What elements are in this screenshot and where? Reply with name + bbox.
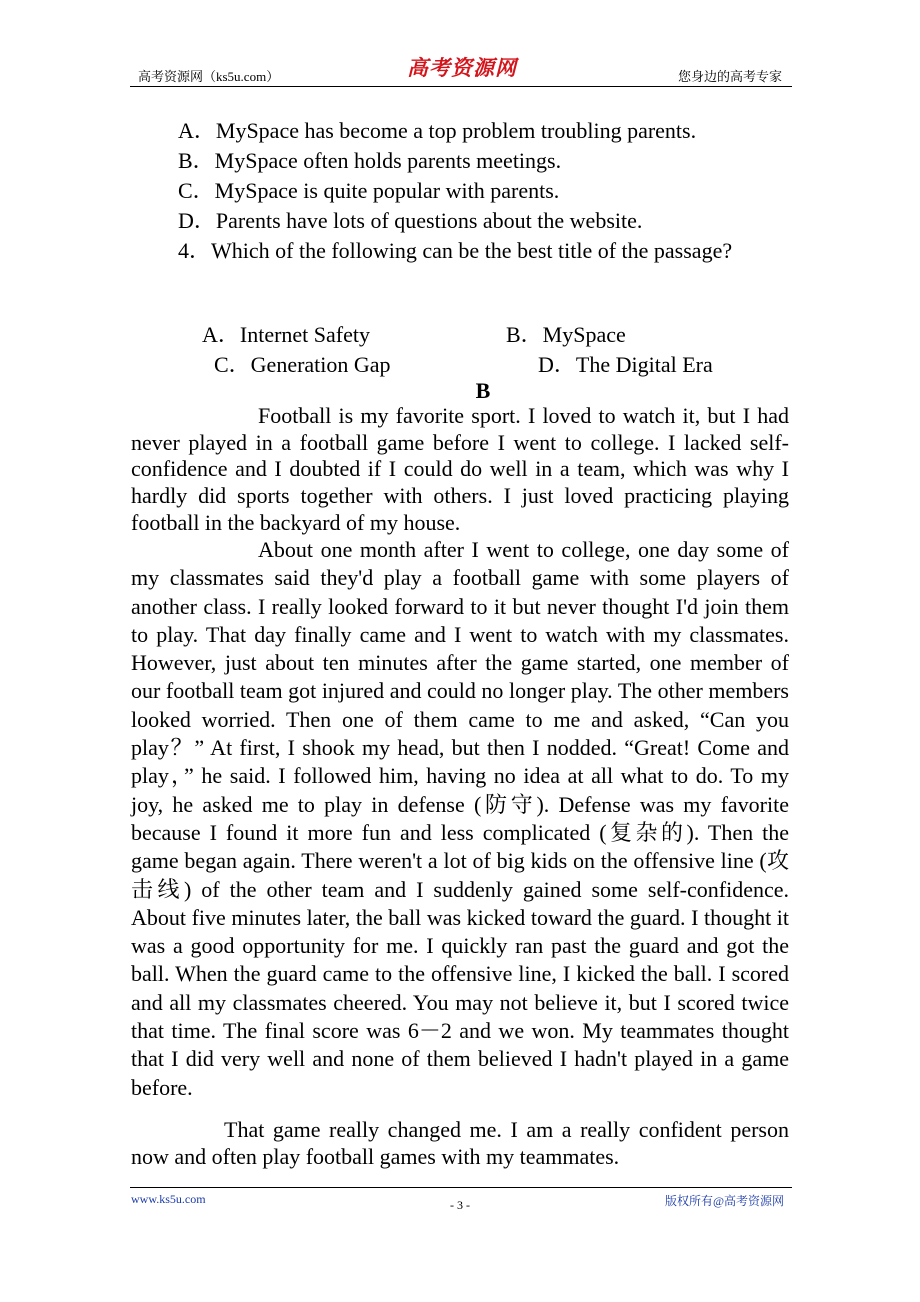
footer-copyright: 版权所有@高考资源网	[664, 1194, 784, 1208]
q3-option-a: A．MySpace has become a top problem troubling parents.	[178, 118, 697, 143]
section-b-heading: B	[475, 378, 491, 403]
header-logo: 高考资源网	[407, 56, 517, 80]
page-number: - 3 -	[450, 1198, 470, 1212]
footer-website-link[interactable]: www.ks5u.com	[131, 1192, 206, 1206]
passage-paragraph-1: Football is my favorite sport. I loved to watch it, but I had never played in a football game before I went to college. I lacked self-confidence and I doubted if I could do well in a team, which was why I hardly did sports together with others. I just loved practicing playing football in the backyard of my house.	[131, 403, 789, 535]
header-slogan: 您身边的高考专家	[677, 69, 782, 84]
header-divider	[130, 86, 792, 87]
footer-divider	[130, 1187, 792, 1188]
q4-stem: 4．Which of the following can be the best title of the passage?	[178, 238, 733, 263]
passage-paragraph-3: That game really changed me. I am a really confident person now and often play football games with my teammates.	[131, 1117, 789, 1169]
passage-paragraph-2: About one month after I went to college, one day some of my classmates said they'd play a football game with some players of another class. I really looked forward to it but never thought I'd join them to play. That day finally came and I went to watch with my classmates. However, just about ten minutes after the game started, one member of our football team got injured and could no longer play. The other members looked worried. Then one of them came to me and asked, “Can you play？” At first, I shook my head, but then I nodded. “Great! Come and play，” he said. I followed him, having no idea at all what to do. To my joy, he asked me to play in defense (防守). Defense was my favorite because I found it more fun and less complicated (复杂的). Then the game began again. There weren't a lot of big kids on the offensive line (攻击线) of the other team and I suddenly gained some self-confidence. About five minutes later, the ball was kicked toward the guard. I thought it was a good opportunity for me. I quickly ran past the guard and got the ball. When the guard came to the offensive line, I kicked the ball. I scored and all my classmates cheered. You may not believe it, but I scored twice that time. The final score was 6－2 and we won. My teammates thought that I did very well and none of them believed I hadn't played in a game before.	[131, 537, 789, 1100]
q4-option-d: D．The Digital Era	[538, 352, 713, 377]
header-site-name: 高考资源网（ks5u.com）	[138, 69, 280, 84]
q4-option-b: B．MySpace	[506, 322, 626, 347]
q4-option-c: C．Generation Gap	[214, 352, 391, 377]
q3-option-b: B．MySpace often holds parents meetings.	[178, 148, 562, 173]
q3-option-c: C．MySpace is quite popular with parents.	[178, 178, 560, 203]
q4-option-a: A．Internet Safety	[202, 322, 370, 347]
q3-option-d: D．Parents have lots of questions about the website.	[178, 208, 643, 233]
